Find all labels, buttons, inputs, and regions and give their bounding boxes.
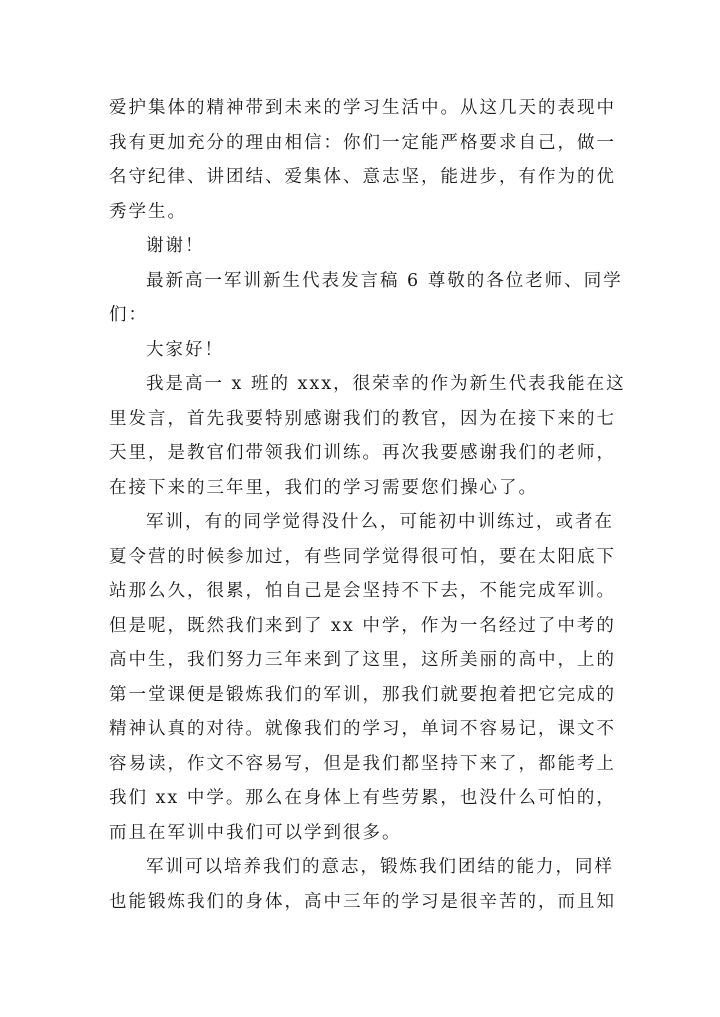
text-line: 但是呢，既然我们来到了 xx 中学，作为一名经过了中考的 xyxy=(109,615,616,636)
text-line: 爱护集体的精神带到未来的学习生活中。从这几天的表现中 xyxy=(109,98,616,118)
text-line: 名守纪律、讲团结、爱集体、意志坚，能进步，有作为的优 xyxy=(109,167,616,187)
text-line: 最新高一军训新生代表发言稿 6 尊敬的各位老师、同学 xyxy=(146,270,623,291)
text-line: 军训，有的同学觉得没什么，可能初中训练过，或者在 xyxy=(146,512,614,532)
text-line: 精神认真的对待。就像我们的学习，单词不容易记，课文不 xyxy=(109,719,616,739)
text-line: 我是高一 x 班的 xxx，很荣幸的作为新生代表我能在这 xyxy=(146,374,626,394)
text-line: 站那么久，很累，怕自己是会坚持不下去，不能完成军训。 xyxy=(109,581,616,601)
text-line: 秀学生。 xyxy=(109,201,187,222)
text-line: 们： xyxy=(109,305,148,325)
text-line: 我们 xx 中学。那么在身体上有些劳累，也没什么可怕的， xyxy=(109,788,616,808)
text-line: 夏令营的时候参加过，有些同学觉得很可怕，要在太阳底下 xyxy=(109,546,616,567)
text-line: 里发言，首先我要特别感谢我们的教官，因为在接下来的七 xyxy=(109,408,616,429)
text-line: 我有更加充分的理由相信：你们一定能严格要求自己，做一 xyxy=(109,132,616,153)
text-line: 而且在军训中我们可以学到很多。 xyxy=(109,822,402,843)
text-line: 大家好！ xyxy=(146,339,224,360)
text-line: 第一堂课便是锻炼我们的军训，那我们就要抱着把它完成的 xyxy=(109,684,616,705)
text-line: 在接下来的三年里，我们的学习需要您们操心了。 xyxy=(109,477,538,498)
text-line: 也能锻炼我们的身体，高中三年的学习是很辛苦的，而且知 xyxy=(109,891,616,912)
text-line: 谢谢！ xyxy=(146,236,205,256)
text-line: 高中生，我们努力三年来到了这里，这所美丽的高中，上的 xyxy=(109,650,616,670)
text-line: 天里，是教官们带领我们训练。再次我要感谢我们的老师， xyxy=(109,443,616,463)
document-body xyxy=(109,91,626,919)
text-line: 容易读，作文不容易写，但是我们都坚持下来了，都能考上 xyxy=(109,753,616,774)
text-line: 军训可以培养我们的意志，锻炼我们团结的能力，同样 xyxy=(146,857,614,877)
